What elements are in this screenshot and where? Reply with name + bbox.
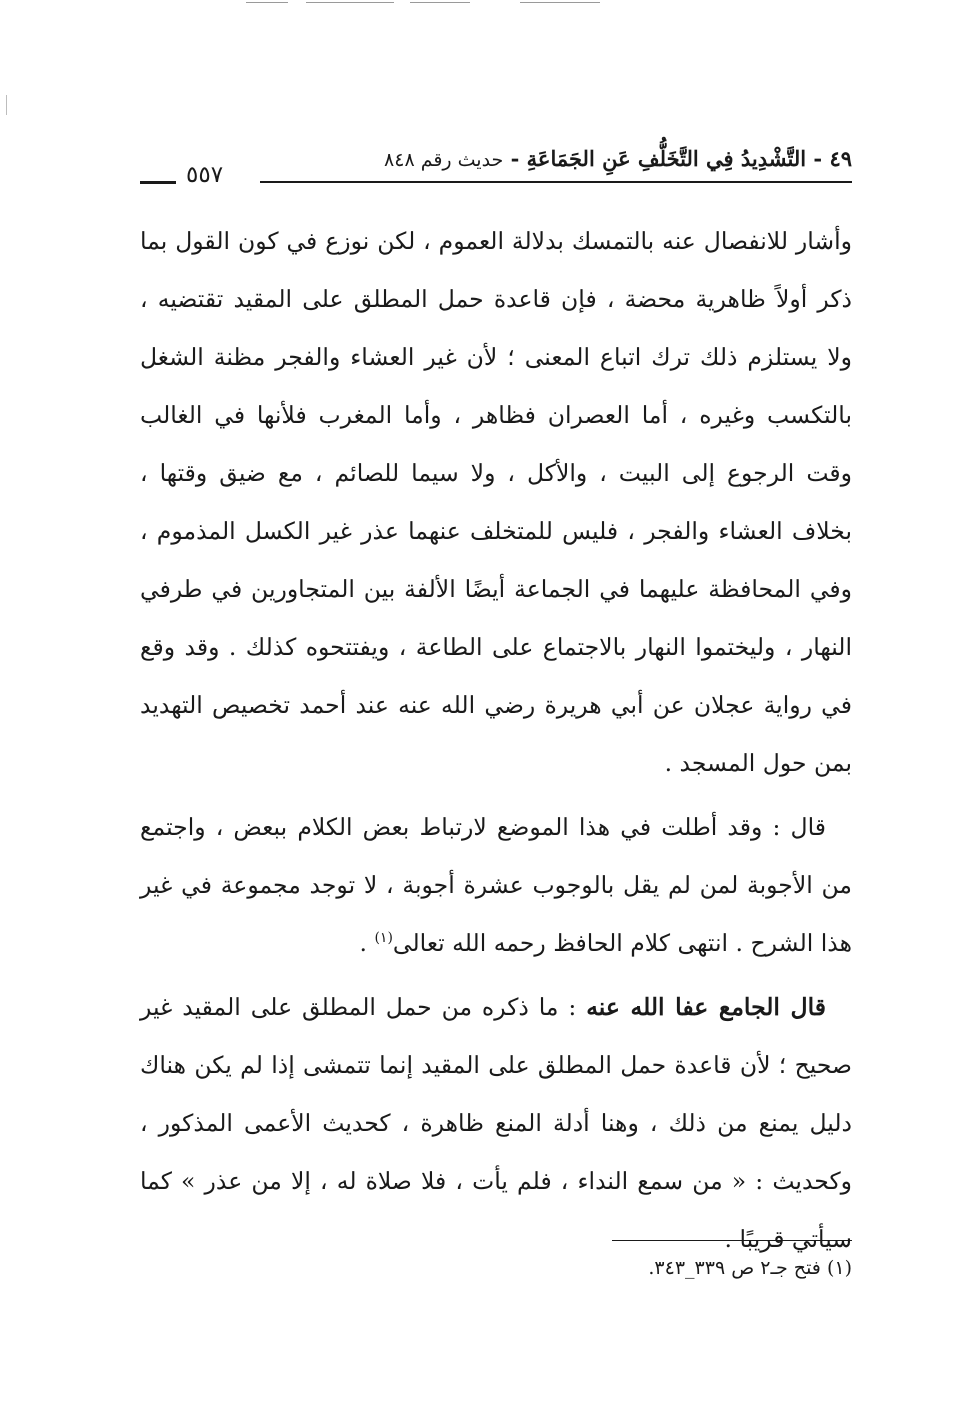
header-rule: [260, 181, 852, 183]
footnotes: [140, 1240, 852, 1285]
footnote: [140, 1251, 852, 1285]
header-title: ٤٩ - التَّشْدِيدُ فِي التَّخَلُّفِ عَنِ الجَمَاعَةِ - حديث رقم ٨٤٨: [384, 146, 852, 171]
paragraph-text: وأشار للانفصال عنه بالتمسك بدلالة العموم ، لكن نوزع في كون القول بما ذكر أولاً ظاهرية محضة ، فإن قاعدة حمل المطلق على المقيد تقتضيه ، ولا يستلزم ذلك ترك اتباع المعنى ؛ لأن غير العشاء والفجر مظنة الشغل بالتكسب وغيره ، أما العصران فظاهر ، وأما المغرب فلأنها في الغالب وقت الرجوع إلى البيت ، والأكل ، ولا سيما للصائم ، مع ضيق وقتها ، بخلاف العشاء والفجر ، فليس للمتخلف عنهما عذر غير الكسل المذموم ، وفي المحافظة عليهما في الجماعة أيضًا الألفة بين المتجاورين في طرفي النهار ، وليختموا النهار بالاجتماع على الطاعة ، ويفتتحوه كذلك . وقد وقع في رواية عجلان عن أبي هريرة رضي الله عنه عند أحمد تخصيص التهديد بمن حول المسجد .: [140, 227, 852, 777]
paragraph: [140, 978, 852, 1268]
paragraph-text: قال : وقد أطلت في هذا الموضع لارتباط بعض الكلام ببعض ، واجتمع من الأجوبة لمن لم يقل بالوجوب عشرة أجوبة ، لا توجد مجموعة في غير هذا الشرح . انتهى كلام الحافظ رحمه الله تعالى: [140, 813, 852, 957]
paragraph-tail: .: [359, 929, 375, 957]
page-number: ٥٥٧: [186, 162, 224, 188]
running-header: [140, 146, 852, 192]
footnote-marker[interactable]: (١): [374, 930, 393, 947]
scan-artifact: [520, 2, 600, 3]
paragraph-lead: قال الجامع عفا الله عنه: [586, 993, 826, 1021]
paragraph-text: : ما ذكره من حمل المطلق على المقيد غير صحيح ؛ لأن قاعدة حمل المطلق على المقيد إنما تتمشى إذا لم يكن هناك دليل يمنع من ذلك ، وهنا أدلة المنع ظاهرة ، كحديث الأعمى المذكور ، وكحديث : « من سمع النداء ، فلم يأت ، فلا صلاة له ، إلا من عذر » كما سيأتي قريبًا .: [140, 993, 852, 1253]
page-number-dash: [140, 181, 176, 184]
chapter-number: ٤٩: [829, 146, 852, 171]
footnote-text: فتح جـ٢ ص ٣٣٩_٣٤٣.: [648, 1257, 821, 1279]
chapter-title: التَّشْدِيدُ فِي التَّخَلُّفِ عَنِ الجَمَاعَةِ: [526, 146, 807, 171]
main-text: [140, 212, 852, 1268]
scan-artifact: [410, 2, 470, 3]
hadith-reference: حديث رقم ٨٤٨: [384, 149, 504, 171]
paragraph: [140, 212, 852, 792]
scan-artifact: [6, 95, 7, 115]
footnote-number: (١): [826, 1257, 852, 1279]
footnote-rule: [612, 1240, 852, 1241]
paragraph: [140, 798, 852, 972]
scan-artifact: [306, 2, 394, 3]
scan-artifact: [246, 2, 288, 3]
